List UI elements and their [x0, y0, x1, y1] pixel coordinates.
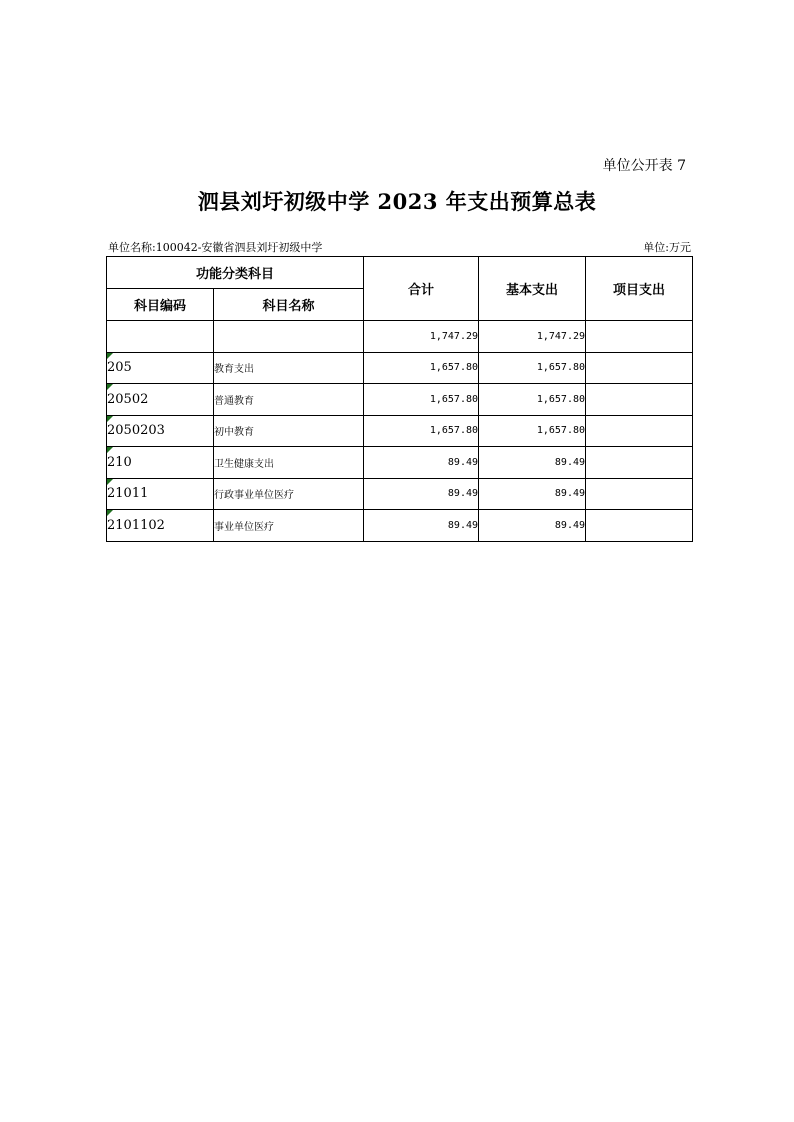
table-row	[107, 415, 693, 447]
basic-expense-cell-text: 1,747.29	[536, 330, 586, 342]
project-expense-cell	[586, 415, 693, 447]
cell-comment-marker-icon	[107, 479, 113, 485]
table-row	[107, 478, 693, 510]
subject-code-cell-text: 21011	[107, 486, 149, 502]
subject-name-cell	[214, 352, 364, 384]
project-expense-cell	[586, 352, 693, 384]
table-row	[107, 447, 693, 479]
total-cell	[364, 478, 479, 510]
header-basic-expense: 基本支出	[479, 257, 586, 321]
subject-name-cell	[214, 384, 364, 416]
unit-name: 单位名称:100042-安徽省泗县刘圩初级中学	[108, 241, 323, 254]
basic-expense-cell-text: 89.49	[554, 519, 586, 531]
total-cell	[364, 321, 479, 353]
budget-table	[106, 256, 693, 542]
total-cell-text: 1,747.29	[429, 330, 479, 342]
subject-code-cell	[107, 510, 214, 542]
subject-name-cell-text: 卫生健康支出	[214, 458, 274, 470]
subject-code-cell	[107, 447, 214, 479]
total-cell	[364, 447, 479, 479]
total-cell	[364, 352, 479, 384]
subject-code-cell	[107, 321, 214, 353]
total-cell-text: 89.49	[447, 456, 479, 468]
project-expense-cell	[586, 478, 693, 510]
total-cell	[364, 415, 479, 447]
project-expense-cell	[586, 510, 693, 542]
subject-code-cell-text: 2050203	[107, 423, 165, 439]
subject-name-cell	[214, 478, 364, 510]
total-cell	[364, 510, 479, 542]
basic-expense-cell-text: 89.49	[554, 456, 586, 468]
basic-expense-cell	[479, 415, 586, 447]
subject-code-cell	[107, 384, 214, 416]
subject-code-cell-text: 205	[107, 360, 132, 376]
basic-expense-cell	[479, 478, 586, 510]
cell-comment-marker-icon	[107, 416, 113, 422]
total-cell-text: 1,657.80	[429, 425, 479, 437]
subject-name-cell	[214, 321, 364, 353]
table-row	[107, 384, 693, 416]
unit-label: 单位:万元	[643, 241, 691, 254]
total-cell-text: 89.49	[447, 488, 479, 500]
subject-name-cell-text: 普通教育	[214, 395, 254, 407]
header-function-category: 功能分类科目	[107, 257, 364, 289]
total-cell	[364, 384, 479, 416]
cell-comment-marker-icon	[107, 447, 113, 453]
subject-code-cell	[107, 352, 214, 384]
subject-code-cell-text: 20502	[107, 391, 149, 407]
header-project-expense: 项目支出	[586, 257, 693, 321]
cell-comment-marker-icon	[107, 384, 113, 390]
table-row	[107, 510, 693, 542]
subject-code-cell-text: 2101102	[107, 517, 165, 533]
basic-expense-cell	[479, 447, 586, 479]
basic-expense-cell-text: 1,657.80	[536, 393, 586, 405]
basic-expense-cell	[479, 321, 586, 353]
subject-name-cell-text: 事业单位医疗	[214, 521, 274, 533]
header-subject-name: 科目名称	[214, 289, 364, 321]
subject-name-cell	[214, 510, 364, 542]
basic-expense-cell-text: 1,657.80	[536, 425, 586, 437]
subject-code-cell	[107, 415, 214, 447]
total-cell-text: 89.49	[447, 519, 479, 531]
subject-name-cell	[214, 415, 364, 447]
project-expense-cell	[586, 321, 693, 353]
subject-name-cell-text: 初中教育	[214, 427, 254, 439]
header-subject-code: 科目编码	[107, 289, 214, 321]
subject-name-cell-text: 教育支出	[214, 364, 254, 376]
total-cell-text: 1,657.80	[429, 393, 479, 405]
subject-code-cell	[107, 478, 214, 510]
page-title: 泗县刘圩初级中学 2023 年支出预算总表	[197, 189, 597, 214]
cell-comment-marker-icon	[107, 353, 113, 359]
project-expense-cell	[586, 447, 693, 479]
basic-expense-cell-text: 1,657.80	[536, 362, 586, 374]
basic-expense-cell	[479, 384, 586, 416]
total-cell-text: 1,657.80	[429, 362, 479, 374]
table-row	[107, 352, 693, 384]
basic-expense-cell	[479, 352, 586, 384]
subject-name-cell	[214, 447, 364, 479]
table-code: 单位公开表 7	[602, 158, 686, 174]
basic-expense-cell-text: 89.49	[554, 488, 586, 500]
subject-code-cell-text: 210	[107, 454, 132, 470]
subject-name-cell-text: 行政事业单位医疗	[214, 490, 294, 502]
header-total: 合计	[364, 257, 479, 321]
table-row	[107, 321, 693, 353]
project-expense-cell	[586, 384, 693, 416]
cell-comment-marker-icon	[107, 510, 113, 516]
basic-expense-cell	[479, 510, 586, 542]
